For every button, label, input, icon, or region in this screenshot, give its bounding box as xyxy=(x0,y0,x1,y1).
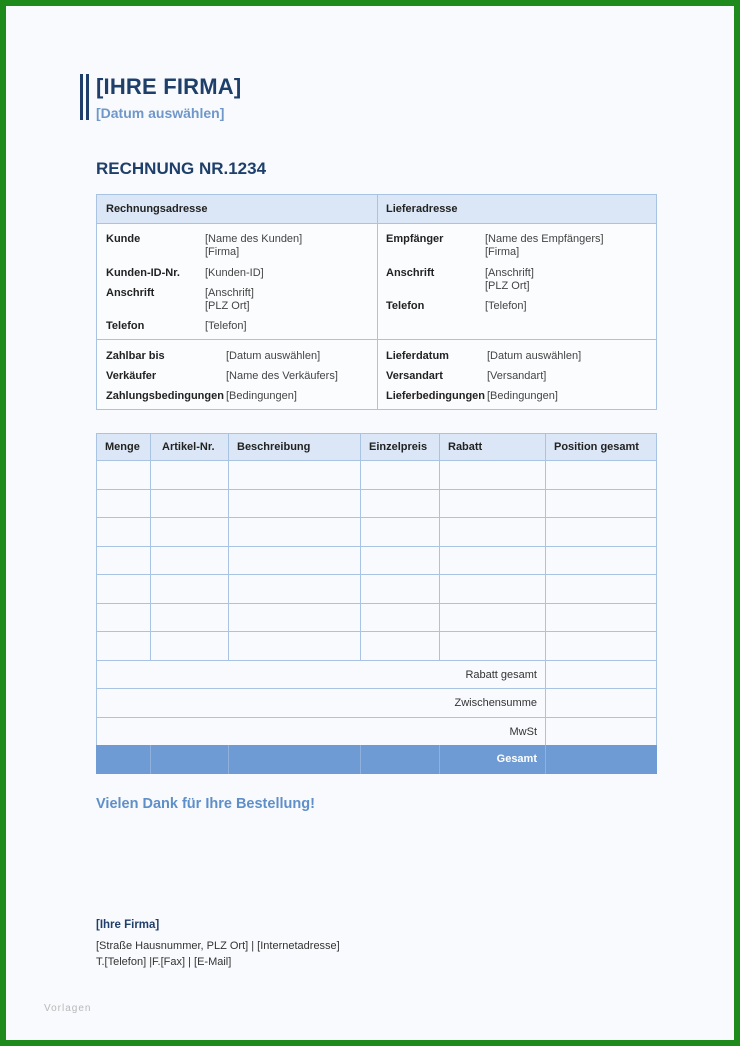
terms-label-seller: Verkäufer xyxy=(106,370,157,382)
shipping-recipient-name[interactable]: [Name des Empfängers] xyxy=(485,233,604,245)
billing-customer-company[interactable]: [Firma] xyxy=(205,246,240,258)
terms-delivery-date[interactable]: [Datum auswählen] xyxy=(487,350,582,362)
shipping-heading: Lieferadresse xyxy=(386,203,458,215)
terms-label-delivery-date: Lieferdatum xyxy=(386,350,449,362)
title-accent-bars xyxy=(80,74,90,120)
billing-customer-id[interactable]: [Kunden-ID] xyxy=(205,267,264,279)
billing-phone[interactable]: [Telefon] xyxy=(205,320,247,332)
address-box xyxy=(96,194,657,410)
terms-payment[interactable]: [Bedingungen] xyxy=(226,390,297,402)
billing-label-phone: Telefon xyxy=(106,320,145,332)
col-line-total: Position gesamt xyxy=(554,441,639,453)
billing-zip-city[interactable]: [PLZ Ort] xyxy=(205,300,250,312)
billing-label-customer: Kunde xyxy=(106,233,141,245)
footer-contact-line: T.[Telefon] |F.[Fax] | [E-Mail] xyxy=(96,956,232,968)
terms-delivery-terms[interactable]: [Bedingungen] xyxy=(487,390,558,402)
col-discount: Rabatt xyxy=(448,441,483,453)
col-unit-price: Einzelpreis xyxy=(369,441,428,453)
billing-address[interactable]: [Anschrift] xyxy=(205,287,254,299)
terms-label-delivery-terms: Lieferbedingungen xyxy=(386,390,485,402)
invoice-title: RECHNUNG NR.1234 xyxy=(96,159,267,178)
col-quantity: Menge xyxy=(105,441,140,453)
terms-label-due: Zahlbar bis xyxy=(106,350,165,362)
shipping-phone[interactable]: [Telefon] xyxy=(485,300,527,312)
shipping-recipient-company[interactable]: [Firma] xyxy=(485,246,520,258)
billing-customer-name[interactable]: [Name des Kunden] xyxy=(205,233,303,245)
footer-company: [Ihre Firma] xyxy=(96,919,160,931)
shipping-label-phone: Telefon xyxy=(386,300,425,312)
col-article-no: Artikel-Nr. xyxy=(162,441,215,453)
terms-label-payment: Zahlungsbedingungen xyxy=(106,390,224,402)
summary-subtotal: Zwischensumme xyxy=(454,697,537,709)
terms-label-shipping-method: Versandart xyxy=(386,370,443,382)
total-label: Gesamt xyxy=(496,753,537,765)
shipping-zip-city[interactable]: [PLZ Ort] xyxy=(485,280,530,292)
company-name: [IHRE FIRMA] xyxy=(96,74,242,99)
shipping-address[interactable]: [Anschrift] xyxy=(485,267,534,279)
billing-heading: Rechnungsadresse xyxy=(106,203,208,215)
terms-due-date[interactable]: [Datum auswählen] xyxy=(226,350,321,362)
billing-label-address: Anschrift xyxy=(106,287,155,299)
watermark: Vorlagen xyxy=(44,1003,92,1014)
footer-address-line: [Straße Hausnummer, PLZ Ort] | [Internetadresse] xyxy=(96,940,340,952)
shipping-label-recipient: Empfänger xyxy=(386,233,444,245)
terms-seller[interactable]: [Name des Verkäufers] xyxy=(226,370,338,382)
shipping-label-address: Anschrift xyxy=(386,267,435,279)
date-field[interactable]: [Datum auswählen] xyxy=(96,105,225,121)
summary-discount-total: Rabatt gesamt xyxy=(465,669,537,681)
billing-label-customer-id: Kunden-ID-Nr. xyxy=(106,267,180,279)
items-table xyxy=(96,433,657,774)
summary-vat: MwSt xyxy=(509,726,537,738)
col-description: Beschreibung xyxy=(237,441,311,453)
thank-you-message: Vielen Dank für Ihre Bestellung! xyxy=(96,796,315,812)
terms-shipping-method[interactable]: [Versandart] xyxy=(487,370,547,382)
total-row xyxy=(96,745,657,774)
